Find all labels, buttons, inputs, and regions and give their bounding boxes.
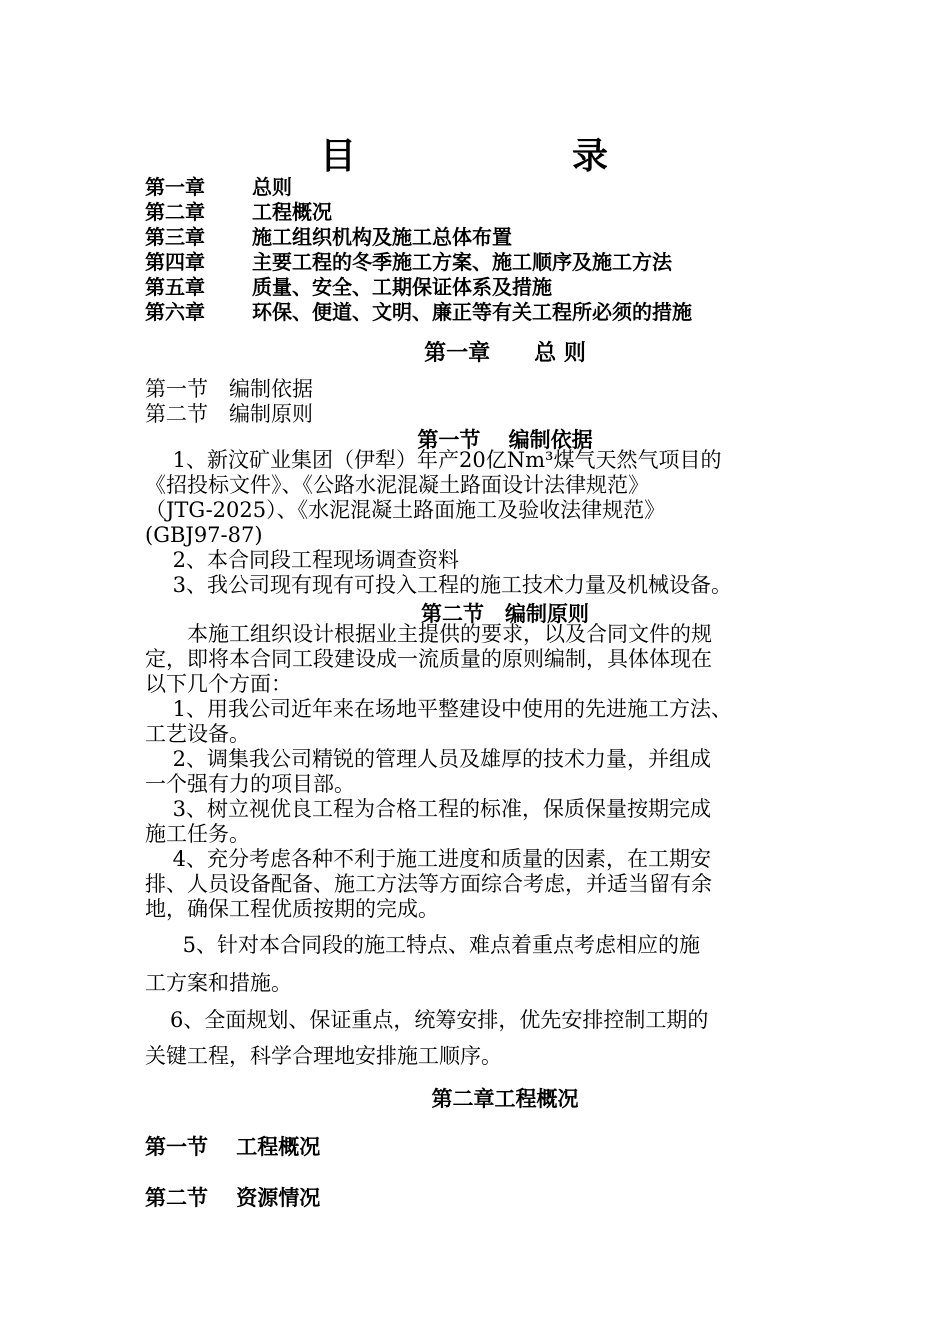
toc-item [145,250,672,274]
chapter1-section-entry: 第一节 编制依据 [145,377,313,401]
paragraph-line: 6、全面规划、保证重点，统筹安排，优先安排控制工期的 [170,1008,709,1032]
toc-title: 总则 [252,175,292,199]
paragraph-line: 2、本合同段工程现场调查资料 [145,548,460,572]
paragraph-line: 工方案和措施。 [145,971,292,995]
paragraph-line: 1、新汶矿业集团（伊犁）年产20亿Nm³煤气天然气项目的 [145,448,722,472]
chapter2-section-entry: 第二节 资源情况 [145,1186,321,1210]
paragraph-line: 2、调集我公司精锐的管理人员及雄厚的技术力量，并组成 [145,747,712,771]
toc-item [145,275,552,299]
paragraph-line: 以下几个方面： [145,672,292,696]
toc-item [145,225,512,249]
toc-chapter: 第一章 [145,175,205,199]
page-title: 目 录 [320,136,657,177]
paragraph-line: 本施工组织设计根据业主提供的要求，以及合同文件的规 [145,622,712,646]
paragraph-line: 3、树立视优良工程为合格工程的标准，保质保量按期完成 [145,797,712,821]
paragraph-line: 《招投标文件》、《公路水泥混凝土路面设计法律规范》 [145,473,649,497]
toc-title: 环保、便道、文明、廉正等有关工程所必须的措施 [252,300,692,324]
paragraph-line: 1、用我公司近年来在场地平整建设中使用的先进施工方法、 [145,697,733,721]
toc-item [145,175,292,199]
toc-chapter: 第三章 [145,225,205,249]
paragraph-line: (GBJ97-87) [145,523,263,547]
paragraph-line: 施工任务。 [145,822,250,846]
toc-chapter: 第五章 [145,275,205,299]
paragraph-line: 关键工程，科学合理地安排施工顺序。 [145,1044,502,1068]
paragraph-line: （JTG-2025）、《水泥混凝土路面施工及验收法律规范》 [145,498,666,522]
toc-item [145,200,332,224]
toc-title: 工程概况 [252,200,332,224]
section1-heading: 第一节 编制依据 [417,428,593,452]
toc-title: 施工组织机构及施工总体布置 [252,225,512,249]
toc-title: 质量、安全、工期保证体系及措施 [252,275,552,299]
paragraph-line: 一个强有力的项目部。 [145,772,355,796]
paragraph-line: 定，即将本合同工段建设成一流质量的原则编制，具体体现在 [145,647,712,671]
paragraph-line: 工艺设备。 [145,722,250,746]
toc-chapter: 第四章 [145,250,205,274]
chapter2-section-entry: 第一节 工程概况 [145,1135,321,1159]
paragraph-line: 3、我公司现有现有可投入工程的施工技术力量及机械设备。 [145,573,733,597]
paragraph-line: 排、人员设备配备、施工方法等方面综合考虑，并适当留有余 [145,872,712,896]
toc-title: 主要工程的冬季施工方案、施工顺序及施工方法 [252,250,672,274]
toc-item [145,300,692,324]
chapter2-heading: 第二章工程概况 [431,1087,579,1111]
chapter1-section-entry: 第二节 编制原则 [145,402,313,426]
paragraph-line: 5、针对本合同段的施工特点、难点着重点考虑相应的施 [155,933,701,957]
section2-heading: 第二节 编制原则 [421,602,589,626]
chapter1-heading: 第一章 总 则 [424,341,586,366]
paragraph-line: 4、充分考虑各种不利于施工进度和质量的因素，在工期安 [145,847,712,871]
toc-chapter: 第六章 [145,300,205,324]
paragraph-line: 地，确保工程优质按期的完成。 [145,897,439,921]
toc-chapter: 第二章 [145,200,205,224]
